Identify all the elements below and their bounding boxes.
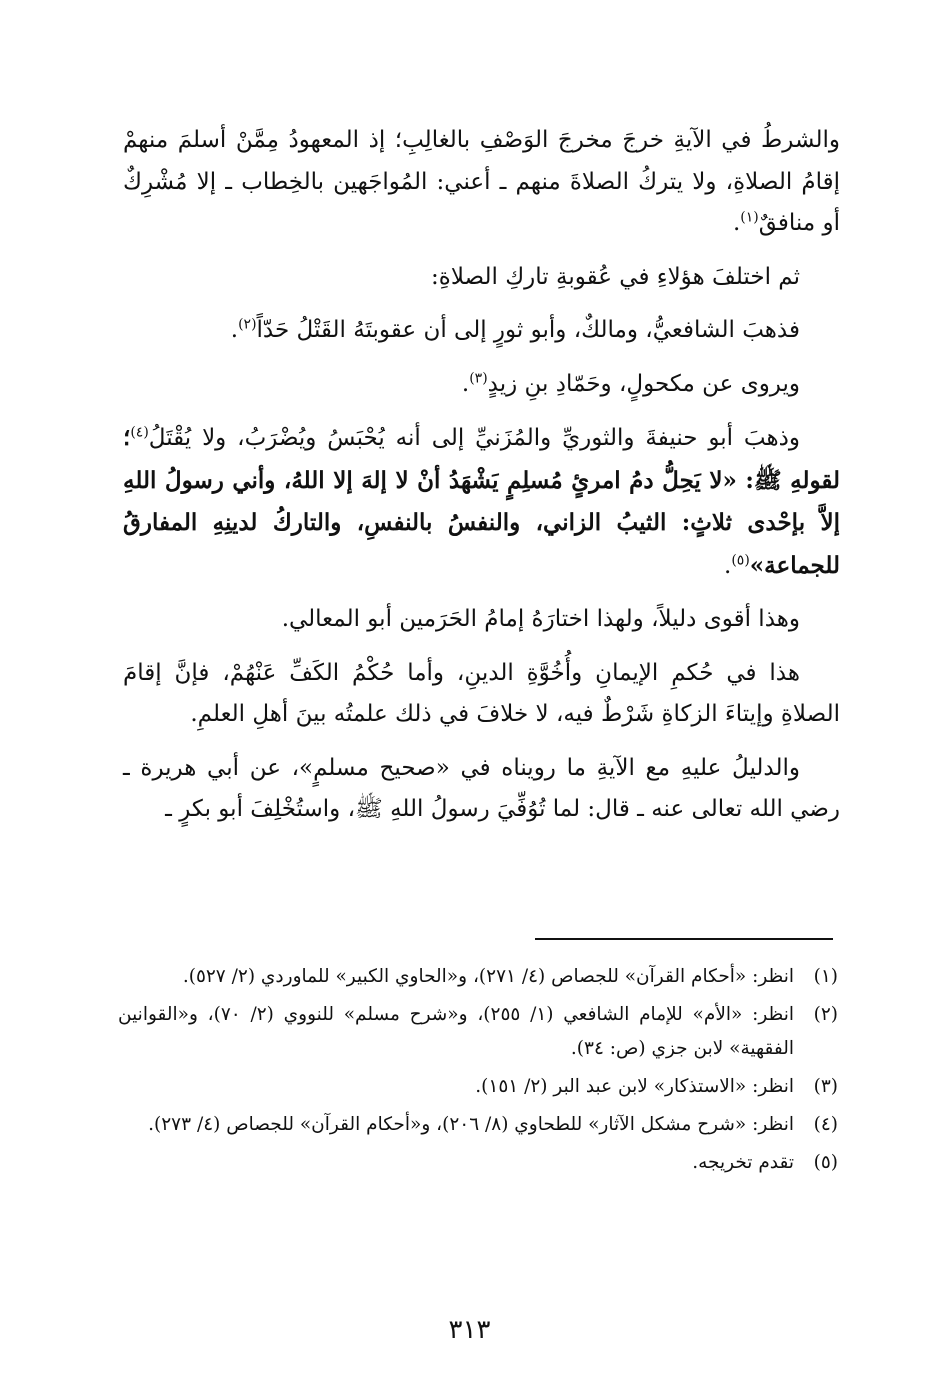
paragraph-text: فذهبَ الشافعيُّ، ومالكٌ، وأبو ثورٍ إلى أن عقوبتَهُ القَتْلُ حَدّاً — [256, 317, 800, 343]
paragraph-text-tail: . — [732, 210, 741, 236]
footnote-text: انظر: «أحكام القرآن» للجصاص (٤/ ٢٧١)، و«الحاوي الكبير» للماوردي (٢/ ٥٢٧). — [182, 966, 794, 987]
footnote-text: انظر: «الاستذكار» لابن عبد البر (٢/ ١٥١). — [475, 1076, 794, 1097]
paragraph-text: والدليلُ عليهِ مع الآيةِ ما رويناه في «صحيح مسلمٍ»، عن أبي هريرة ـ رضي الله تعالى عنه ـ قال: لما تُوُفِّيَ رسولُ اللهِ ﷺ، واستُخْلِفَ أبو بكرٍ ـ — [123, 754, 840, 822]
footnote — [118, 1146, 838, 1180]
footnote-number: (١) — [813, 966, 838, 987]
footnote-text: انظر: «الأم» للإمام الشافعي (١/ ٢٥٥)، و«شرح مسلم» للنووي (٢/ ٧٠)، و«القوانين الفقهية» لابن جزي (ص: ٣٤). — [118, 1004, 794, 1059]
paragraph — [123, 257, 840, 299]
footnote-ref: (٣) — [469, 369, 488, 386]
paragraph-text: وذهبَ أبو حنيفةَ والثوريِّ والمُزَنيِّ إلى أنه يُحْبَسُ ويُضْرَبُ، ولا يُقْتَلُ — [148, 425, 800, 451]
paragraph-text: هذا في حُكمِ الإيمانِ وأُخُوَّةِ الدينِ، وأما حُكْمُ الكَفِّ عَنْهُمْ، فإنَّ إقامَ الصلاةِ وإيتاءَ الزكاةِ شَرْطٌ فيه، لا خلافَ في ذلك علمتُه بينَ أهلِ العلمِ. — [123, 659, 840, 727]
footnote-ref: (١) — [740, 209, 759, 226]
footnote-ref: (٢) — [238, 316, 257, 333]
paragraph — [123, 653, 840, 736]
main-text — [123, 120, 840, 843]
paragraph-text-tail: . — [724, 552, 732, 579]
paragraph-text: وهذا أقوى دليلاً، ولهذا اختارَهُ إمامُ الحَرَمين أبو المعالي. — [281, 606, 800, 632]
hadith-quote: ؛ لقولهِ ﷺ: «لا يَحِلُّ دمُ امرئٍ مُسلِمٍ يَشْهَدُ أنْ لا إلهَ إلا اللهُ، وأني رسولُ اللهِ إلاَّ بإحْدى ثلاثٍ: الثيبُ الزاني، والنفسُ بالنفسِ، والتاركُ لدينِهِ المفارقُ للجماعة» — [123, 424, 840, 579]
footnotes — [118, 960, 838, 1184]
paragraph-text: ويروى عن مكحولٍ، وحَمّادِ بنِ زيدٍ — [487, 370, 800, 397]
footnote-text: انظر: «شرح مشكل الآثار» للطحاوي (٨/ ٢٠٦)، و«أحكام القرآن» للجصاص (٤/ ٢٧٣). — [148, 1114, 794, 1135]
footnote-number: (٢) — [813, 1004, 838, 1025]
paragraph-text: ثم اختلفَ هؤلاءِ في عُقوبةِ تاركِ الصلاةِ: — [431, 263, 800, 290]
paragraph — [123, 748, 840, 831]
footnote — [118, 998, 838, 1066]
footnote — [118, 1108, 838, 1142]
footnote-number: (٤) — [813, 1114, 838, 1135]
footnote-number: (٣) — [813, 1076, 838, 1097]
footnote-divider — [535, 938, 833, 940]
footnote — [118, 960, 838, 994]
paragraph — [123, 599, 840, 641]
paragraph-text: والشرطُ في الآيةِ خرجَ مخرجَ الوَصْفِ بالغالِبِ؛ إذ المعهودُ مِمَّنْ أسلمَ منهمْ إقامُ الصلاةِ، ولا يتركُ الصلاةَ منهم ـ أعني: المُواجَهين بالخِطاب ـ إلا مُشْرِكٌ أو منافقٌ — [123, 127, 840, 236]
paragraph — [123, 310, 840, 352]
footnote-ref: (٥) — [731, 551, 750, 568]
paragraph-text-tail: . — [230, 317, 239, 343]
page-number: ٣١٣ — [448, 1315, 491, 1345]
paragraph — [123, 417, 840, 587]
footnote-number: (٥) — [813, 1152, 838, 1173]
paragraph — [123, 120, 840, 245]
footnote-text: تقدم تخريجه. — [692, 1152, 794, 1173]
paragraph-text-tail: . — [461, 370, 470, 397]
paragraph — [123, 364, 840, 406]
footnote — [118, 1070, 838, 1104]
footnote-ref: (٤) — [130, 424, 149, 441]
